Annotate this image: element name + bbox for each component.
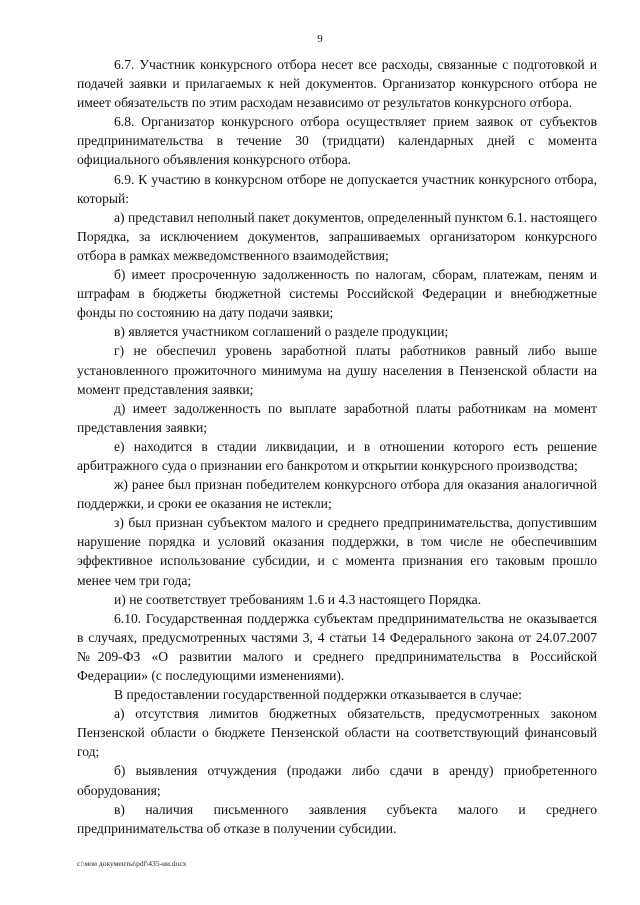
list-item: д) имеет задолженность по выплате заработной платы работникам на момент представления заявки; — [77, 400, 597, 435]
list-item: б) выявления отчуждения (продажи либо сдачи в аренду) приобретенного оборудования; — [77, 763, 597, 798]
paragraph: 6.8. Организатор конкурсного отбора осуществляет прием заявок от субъектов предпринимательства в течение 30 (тридцати) календарных дней с момента официального объявления конкурсного отбора. — [77, 114, 597, 168]
list-item: ж) ранее был признан победителем конкурсного отбора для оказания аналогичной поддержки, и сроки ее оказания не истекли; — [77, 477, 597, 512]
paragraph: В предоставлении государственной поддержки отказывается в случае: — [114, 687, 522, 703]
list-item: а) отсутствия лимитов бюджетных обязательств, предусмотренных законом Пензенской области о бюджете Пензенской области на соответствующий финансовый год; — [77, 706, 597, 760]
paragraph: 6.7. Участник конкурсного отбора несет все расходы, связанные с подготовкой и подачей заявки и прилагаемых к ней документов. Организатор конкурсного отбора не имеет обязательств по этим расходам независимо от результатов конкурсного отбора. — [77, 57, 597, 111]
page-number: 9 — [317, 33, 323, 45]
list-item: а) представил неполный пакет документов, определенный пунктом 6.1. настоящего Порядка, за исключением документов, запрашиваемых организатором конкурсного отбора в рамках межведомственного взаимодействия; — [77, 209, 597, 263]
footer-file-path: c:\мои документы\pdf\435-ии.docx — [77, 859, 187, 868]
list-item: в) является участником соглашений о разделе продукции; — [114, 324, 449, 340]
paragraph: 6.9. К участию в конкурсном отборе не допускается участник конкурсного отбора, который: — [77, 171, 597, 206]
list-item: и) не соответствует требованиям 1.6 и 4.3 настоящего Порядка. — [114, 591, 482, 607]
list-item: б) имеет просроченную задолженность по налогам, сборам, платежам, пеням и штрафам в бюджеты бюджетной системы Российской Федерации и внебюджетные фонды по состоянию на дату подачи заявки; — [77, 267, 597, 321]
list-item: з) был признан субъектом малого и среднего предпринимательства, допустившим нарушение порядка и условий оказания поддержки, в том числе не обеспечившим эффективное использование субсидии, и с момента признания его таковым прошло менее чем три года; — [77, 515, 597, 588]
document-body — [77, 55, 597, 838]
list-item: в) наличия письменного заявления субъекта малого и среднего предпринимательства об отказе в получении субсидии. — [77, 801, 597, 836]
paragraph: 6.10. Государственная поддержка субъектам предпринимательства не оказывается в случаях, предусмотренных частями 3, 4 статьи 14 Федерального закона от 24.07.2007 №209-ФЗ «О развитии малого и среднего предпринимательства в Российской Федерации» (с последующими изменениями). — [77, 610, 597, 683]
list-item: е) находится в стадии ликвидации, и в отношении которого есть решение арбитражного суда о признании его банкротом и открытии конкурсного производства; — [77, 438, 597, 473]
list-item: г) не обеспечил уровень заработной платы работников равный либо выше установленного прожиточного минимума на душу населения в Пензенской области на момент представления заявки; — [77, 343, 597, 397]
